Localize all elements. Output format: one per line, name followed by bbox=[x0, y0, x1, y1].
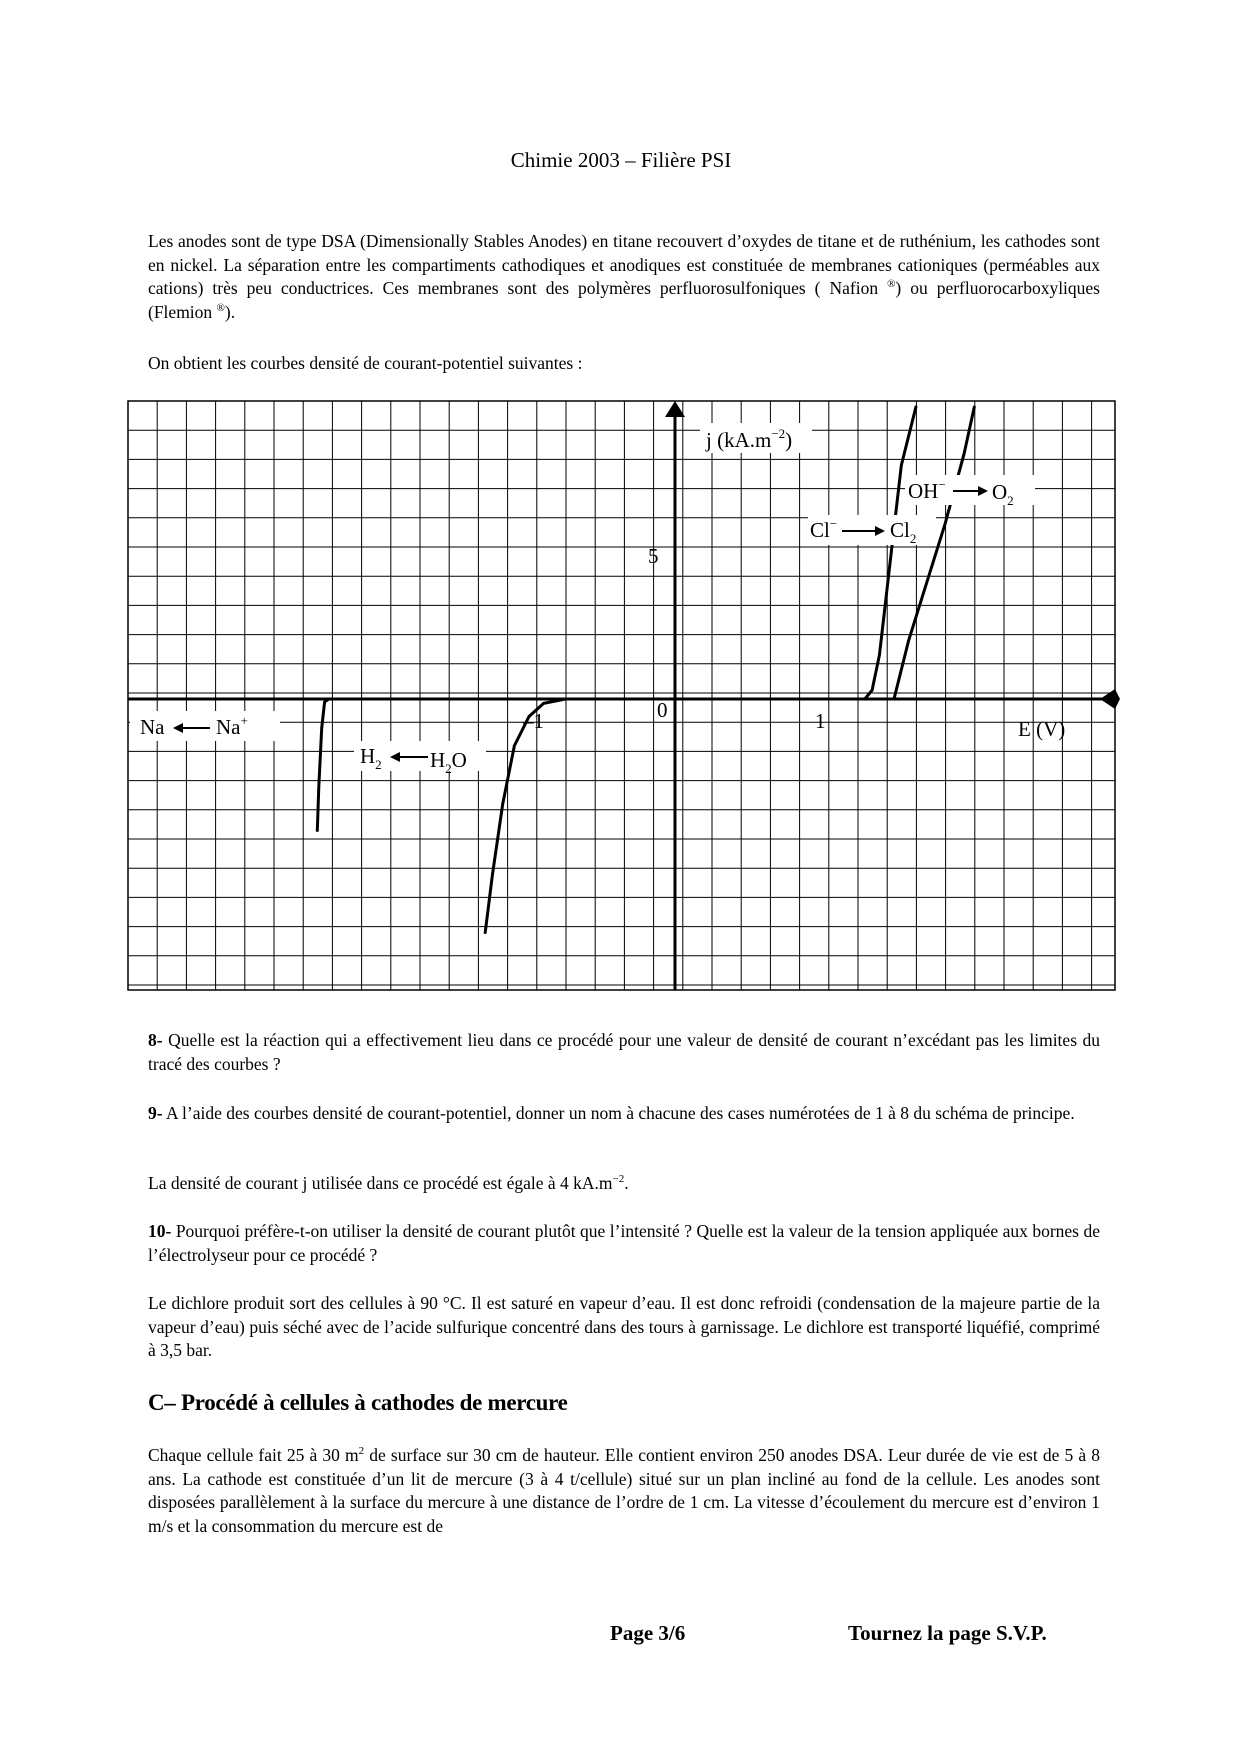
curve-cl-cl2 bbox=[865, 407, 916, 699]
x-tick-label: –1 bbox=[523, 709, 544, 733]
x-axis-label: E (V) bbox=[1018, 717, 1066, 741]
page-title: Chimie 2003 – Filière PSI bbox=[510, 148, 732, 172]
x-tick-label: 1 bbox=[815, 709, 826, 733]
y-axis-arrowhead bbox=[665, 401, 685, 417]
question-9: 9- A l’aide des courbes densité de courant-potentiel, donner un nom à chacune des cases numérotées de 1 à 8 du schéma de principe. bbox=[148, 1103, 1075, 1123]
annotation-h2-reactant: $H_2O$ bbox=[430, 748, 467, 776]
curves-intro: On obtient les courbes densité de courant-potentiel suivantes : bbox=[148, 353, 583, 373]
annotation-oh-reactant: OH− bbox=[908, 477, 946, 503]
annotation-h2 bbox=[354, 741, 486, 776]
current-potential-chart bbox=[120, 393, 1120, 1003]
question-10: 10- Pourquoi préfère-t-on utiliser la densité de courant plutôt que l’intensité ? Quelle est la valeur de la tension appliquée aux bornes de l’électrolyseur pour ce procédé ? bbox=[148, 1221, 1100, 1265]
annotation-na-product: Na bbox=[140, 715, 165, 739]
question-8: 8- Quelle est la réaction qui a effectivement lieu dans ce procédé pour une valeur de densité de courant n’excédant pas les limites du tracé des courbes ? bbox=[148, 1030, 1100, 1074]
annotation-cl bbox=[808, 515, 936, 546]
section-c-title: C– Procédé à cellules à cathodes de mercure bbox=[148, 1390, 568, 1415]
y-tick-label: 5 bbox=[648, 544, 659, 568]
dichlore-paragraph: Le dichlore produit sort des cellules à 90 °C. Il est saturé en vapeur d’eau. Il est donc refroidi (condensation de la majeure partie de la vapeur d’eau) puis séché avec de l’acide sulfurique concentré dans des tours à garnissage. Le dichlore est transporté liquéfié, comprimé à 3,5 bar. bbox=[148, 1293, 1100, 1360]
x-tick-label: 0 bbox=[657, 698, 668, 722]
page-number: Page 3/6 bbox=[610, 1621, 686, 1645]
curve-na-na bbox=[317, 699, 329, 830]
turn-page-note: Tournez la page S.V.P. bbox=[848, 1621, 1047, 1645]
annotation-cl-product: $Cl_2$ bbox=[890, 518, 917, 546]
annotation-oh-product: $O_2$ bbox=[992, 480, 1014, 508]
current-density-statement: La densité de courant j utilisée dans ce procédé est égale à 4 $kA.m^{-2}$. bbox=[148, 1173, 629, 1193]
annotation-oh bbox=[905, 475, 1035, 508]
annotation-na bbox=[130, 711, 280, 741]
annotation-na-reactant: Na+ bbox=[216, 713, 248, 739]
y-axis-label: j $(kA.m^{-2})$ bbox=[706, 426, 793, 452]
cellule-paragraph: Chaque cellule fait 25 à 30 $m^2$ de surface sur 30 cm de hauteur. Elle contient environ 250 anodes DSA. Leur durée de vie est de 5 à 8 ans. La cathode est constituée d’un lit de mercure (3 à 4 t/cellule) situé sur un plan incliné au fond de la cellule. Les anodes sont disposées parallèlement à la surface du mercure à une distance de l’ordre de 1 cm. La vitesse d’écoulement du mercure est d’environ 1 m/s et la consommation du mercure est de bbox=[148, 1445, 1101, 1536]
annotation-h2-product: $H_2$ bbox=[360, 744, 382, 772]
intro-paragraph: Les anodes sont de type DSA (Dimensionally Stables Anodes) en titane recouvert d’oxydes de titane et de ruthénium, les cathodes sont en nickel. La séparation entre les compartiments cathodiques et anodiques est constituée de membranes cationiques (perméables aux cations) très peu conductrices. Ces membranes sont des polymères perfluorosulfoniques ( Nafion ®) ou perfluorocarboxyliques (Flemion ®). bbox=[148, 231, 1100, 322]
annotation-cl-reactant: Cl− bbox=[810, 516, 838, 542]
x-axis-arrowhead bbox=[1100, 689, 1120, 709]
